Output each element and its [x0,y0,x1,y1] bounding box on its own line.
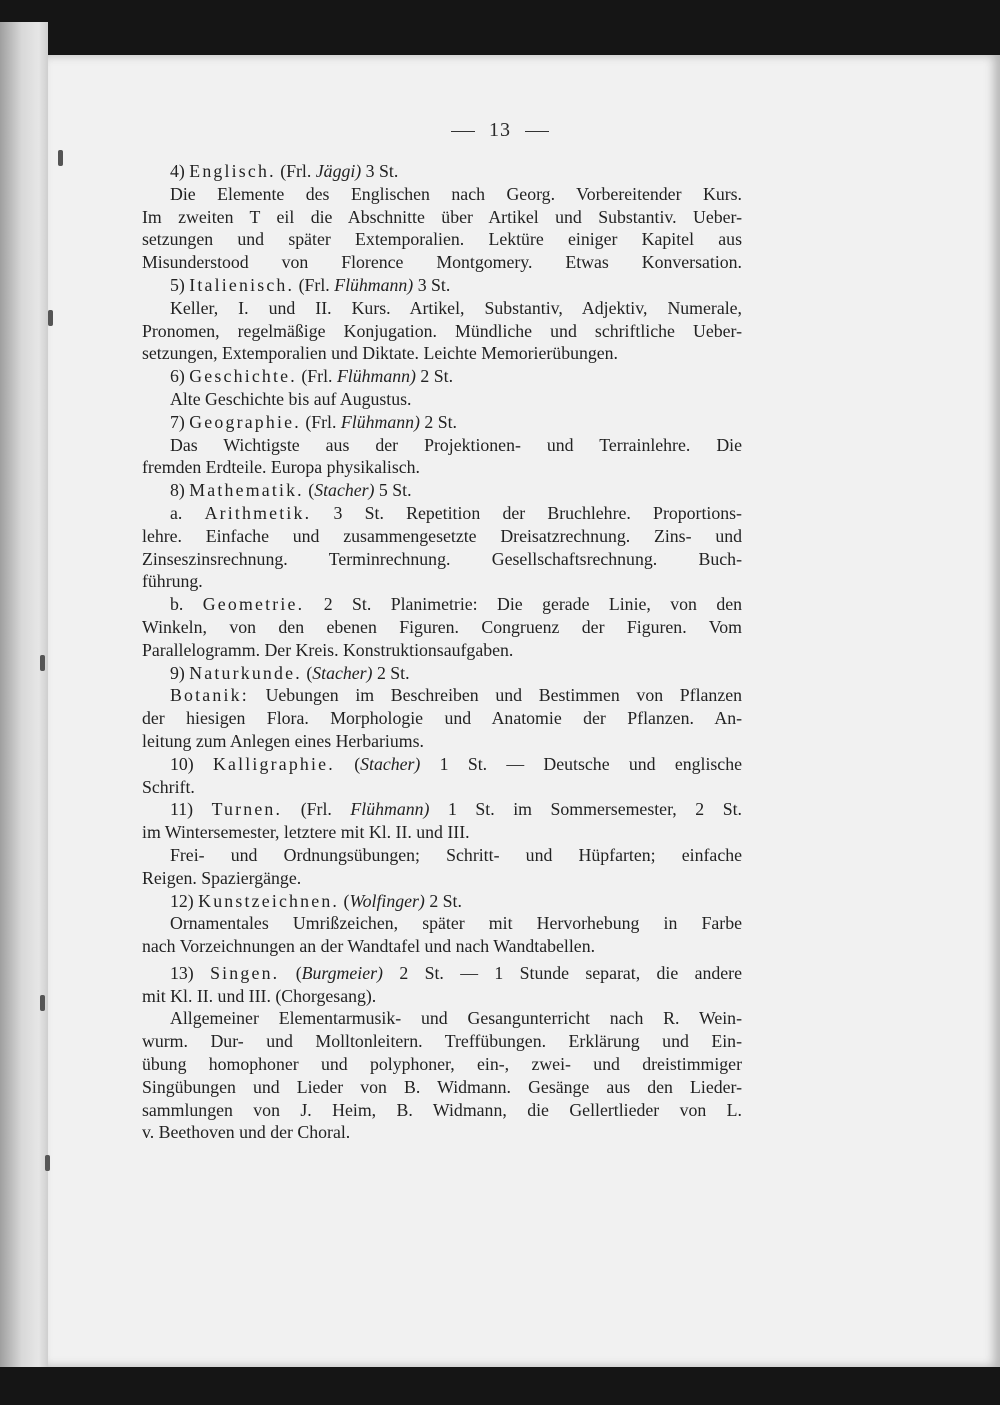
section-heading: 4) Englisch. (Frl. Jäggi) 3 St. [170,161,399,181]
body-line: Allgemeiner Elementarmusik- und Gesangunterricht nach R. Wein- [170,1008,742,1029]
body-line: lehre. Einfache und zusammengesetzte Dreisatzrechnung. Zins- und [142,525,742,546]
body-line: Winkeln, von den ebenen Figuren. Congruenz der Figuren. Vom [142,616,742,637]
body-line: mit Kl. II. und III. (Chorgesang). [142,985,377,1006]
dash-left [451,131,475,132]
section-heading: 6) Geschichte. (Frl. Flühmann) 2 St. [170,366,454,387]
body-line: sammlungen von J. Heim, B. Widmann, die Gellertlieder von L. [142,1099,742,1120]
body-line: fremden Erdteile. Europa physikalisch. [142,457,420,478]
margin-mark [40,655,45,671]
body-line: im Wintersemester, letztere mit Kl. II. und III. [142,822,470,843]
body-line: wurm. Dur- und Molltonleitern. Treffübungen. Erklärung und Ein- [142,1031,742,1052]
body-line: übung homophoner und polyphoner, ein-, zwei- und dreistimmiger [142,1054,742,1075]
section-heading: 9) Naturkunde. (Stacher) 2 St. [170,662,410,683]
body-line: Misunderstood von Florence Montgomery. Etwas Konversation. [142,252,742,273]
body-line: Reigen. Spaziergänge. [142,867,302,888]
body-line: v. Beethoven und der Choral. [142,1122,351,1143]
margin-mark [48,310,53,326]
body-line: setzungen, Extemporalien und Diktate. Leichte Memorierübungen. [142,343,618,364]
dash-right [525,131,549,132]
section-heading: Botanik: Uebungen im Beschreiben und Bestimmen von Pflanzen [170,685,743,706]
body-line: setzungen und später Extemporalien. Lektüre einiger Kapitel aus [142,229,742,250]
body-line: Ornamentales Umrißzeichen, später mit Hervorhebung in Farbe [170,913,742,934]
body-line: Keller, I. und II. Kurs. Artikel, Substantiv, Adjektiv, Numerale, [170,297,742,318]
section-heading: a. Arithmetik. 3 St. Repetition der Bruchlehre. Proportions- [170,502,742,523]
section-heading: 12) Kunstzeichnen. (Wolfinger) 2 St. [170,890,462,911]
page-text [142,160,742,1144]
section-heading: 13) Singen. (Burgmeier) 2 St. — 1 Stunde separat, die andere [170,962,742,983]
section-heading: b. Geometrie. 2 St. Planimetrie: Die gerade Linie, von den [170,594,743,615]
margin-mark [45,1155,50,1171]
body-line: Parallelogramm. Der Kreis. Konstruktionsaufgaben. [142,639,514,660]
body-line: Im zweiten T eil die Abschnitte über Artikel und Substantiv. Ueber- [142,206,742,227]
body-line: führung. [142,571,203,592]
body-line: der hiesigen Flora. Morphologie und Anatomie der Pflanzen. An- [142,708,742,729]
body-line: Pronomen, regelmäßige Konjugation. Mündliche und schriftliche Ueber- [142,320,742,341]
body-line: Alte Geschichte bis auf Augustus. [170,388,412,409]
body-line: Frei- und Ordnungsübungen; Schritt- und Hüpfarten; einfache [170,844,742,865]
body-line: leitung zum Anlegen eines Herbariums. [142,730,424,751]
page-number: 13 [0,119,1000,142]
adjacent-page-edge [0,22,48,1367]
section-heading: 11) Turnen. (Frl. Flühmann) 1 St. im Sommersemester, 2 St. [170,799,742,820]
margin-mark [40,995,45,1011]
section-heading: 5) Italienisch. (Frl. Flühmann) 3 St. [170,274,451,295]
body-line: Die Elemente des Englischen nach Georg. Vorbereitender Kurs. [170,183,742,204]
body-line: nach Vorzeichnungen an der Wandtafel und nach Wandtabellen. [142,936,596,957]
body-line: Das Wichtigste aus der Projektionen- und Terrainlehre. Die [170,434,742,455]
body-line: Schrift. [142,776,195,797]
section-heading: 7) Geographie. (Frl. Flühmann) 2 St. [170,411,457,432]
body-line: Zinseszinsrechnung. Terminrechnung. Gesellschaftsrechnung. Buch- [142,548,742,569]
section-heading: 8) Mathematik. (Stacher) 5 St. [170,480,412,501]
section-heading: 10) Kalligraphie. (Stacher) 1 St. — Deutsche und englische [170,753,742,774]
margin-mark [58,150,63,166]
body-line: Singübungen und Lieder von B. Widmann. Gesänge aus den Lieder- [142,1076,742,1097]
